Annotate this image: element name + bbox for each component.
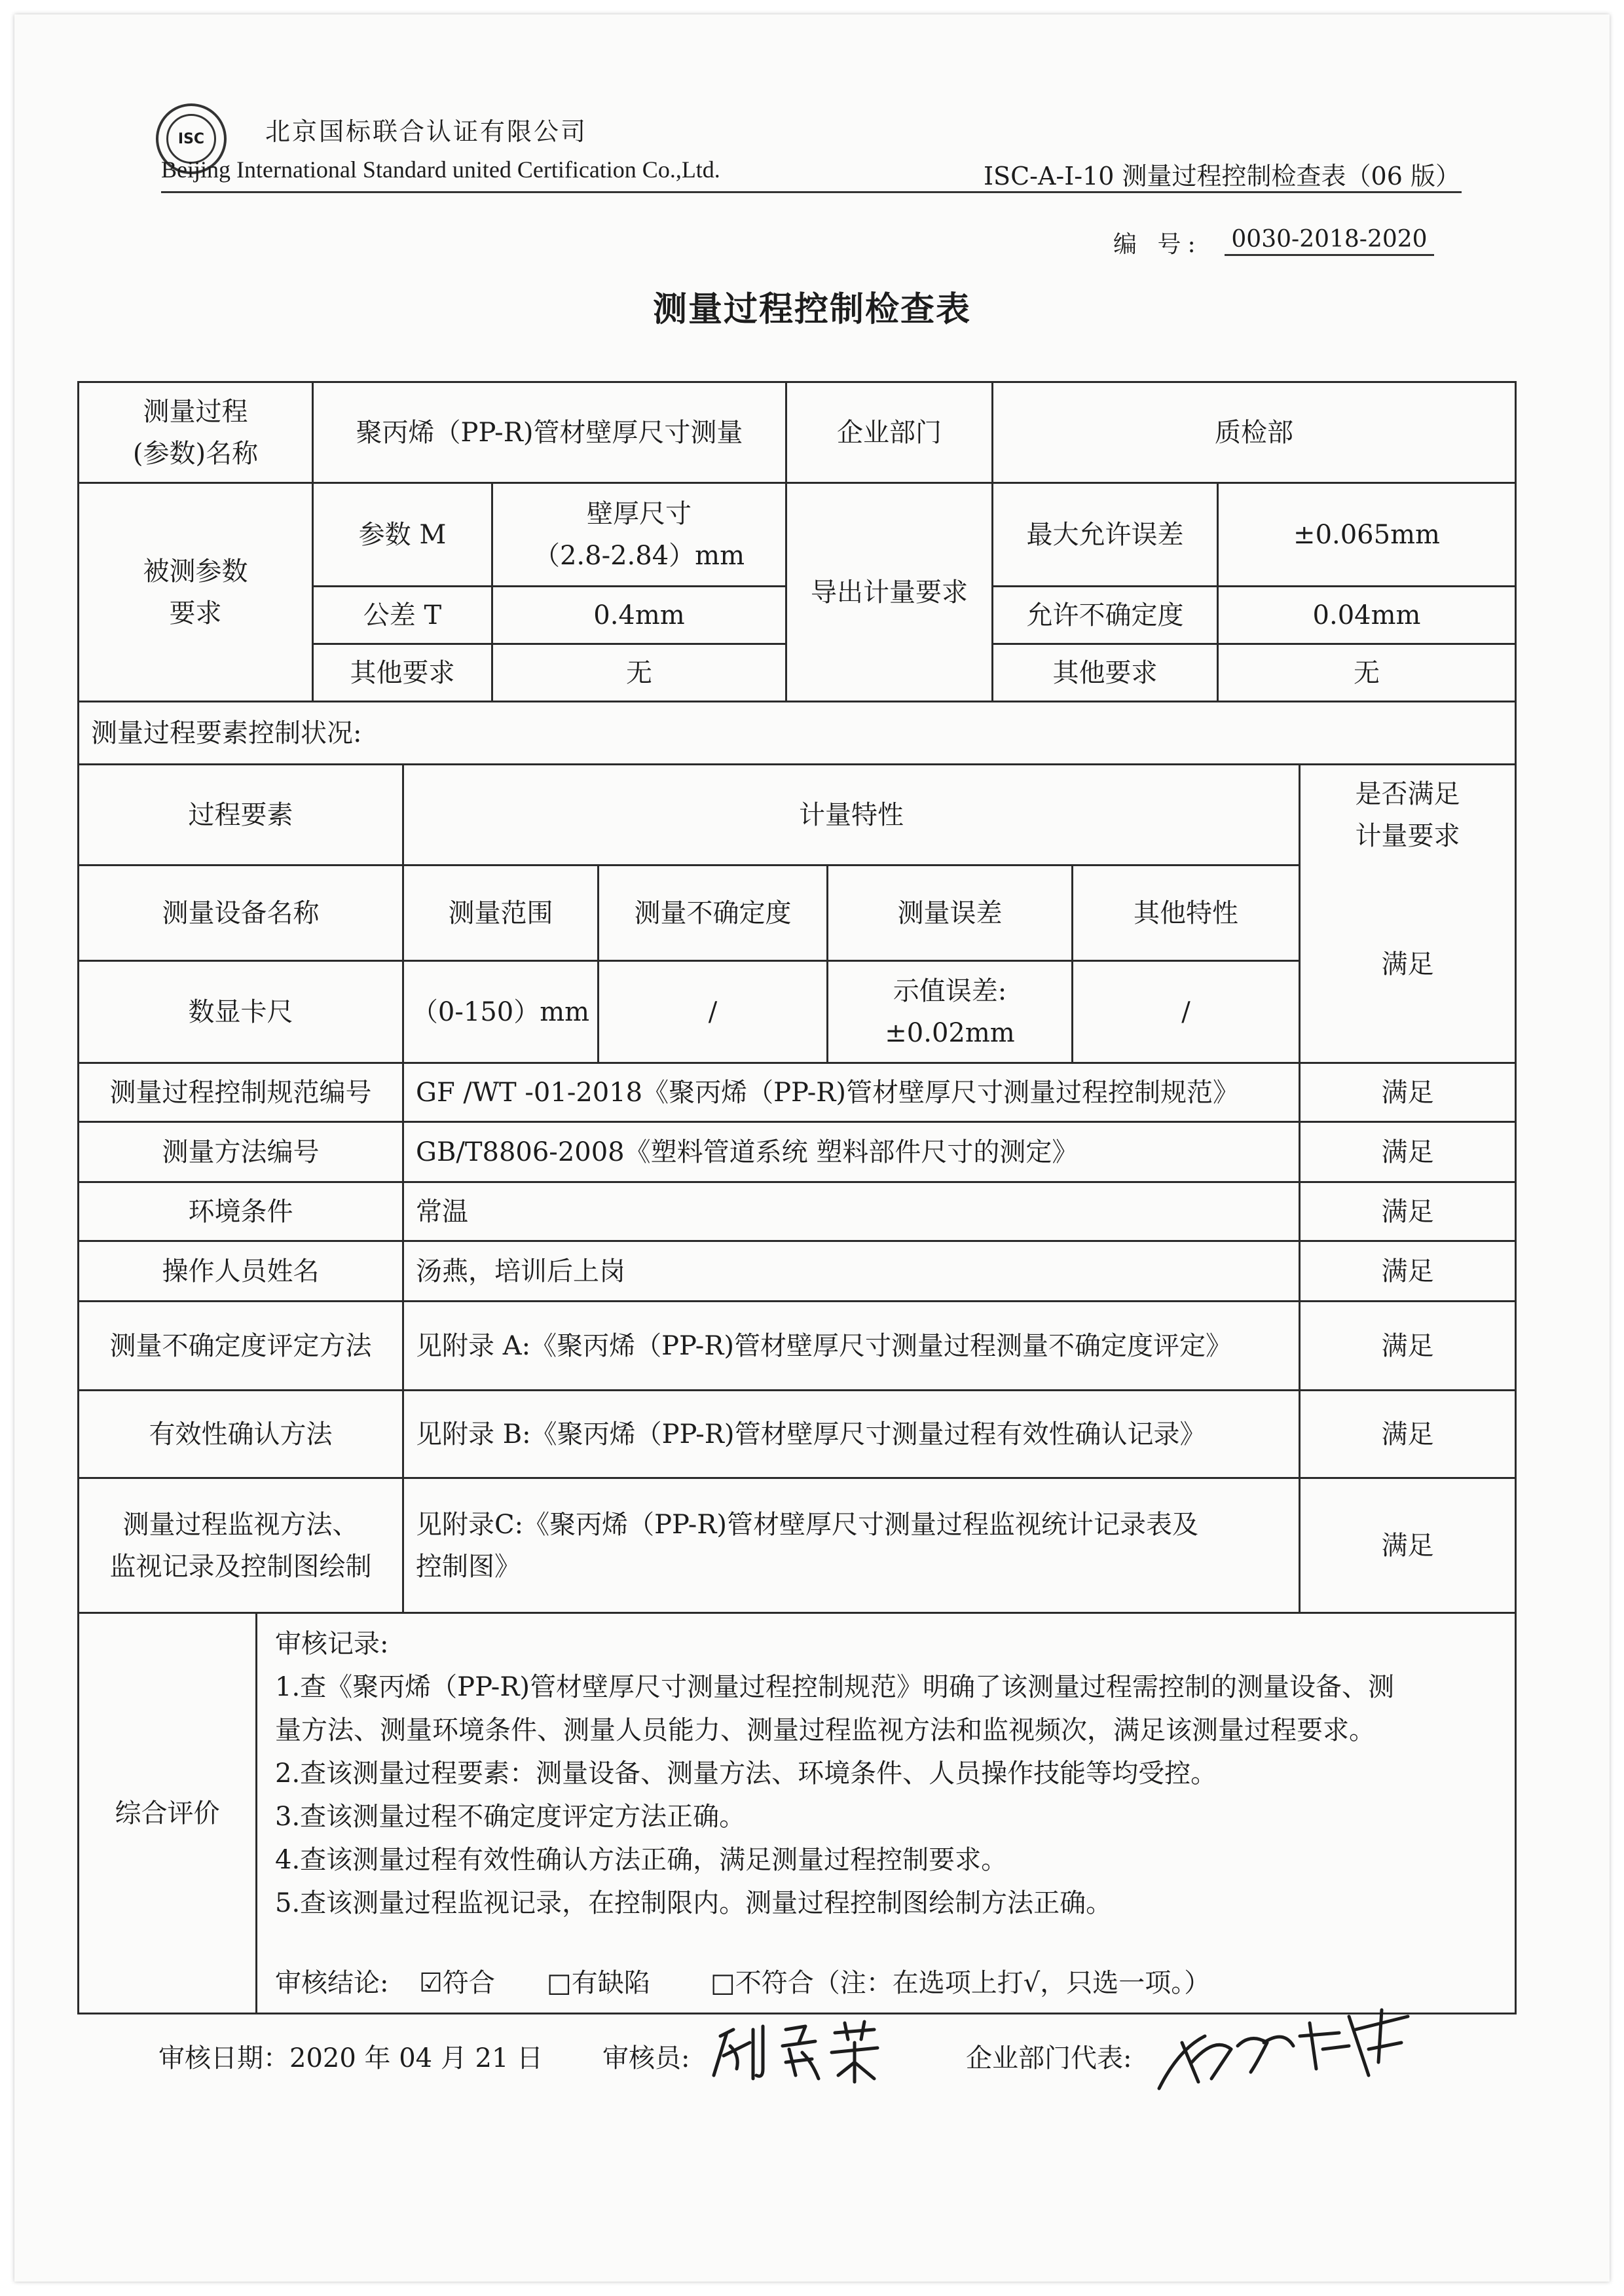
device-range: （0-150）mm <box>411 996 590 1027</box>
device-other: / <box>1181 996 1190 1027</box>
row-result: 满足 <box>1381 1330 1434 1361</box>
row-result: 满足 <box>1381 1419 1434 1449</box>
other-req-value: 无 <box>626 657 652 688</box>
device-error: 示值误差: ±0.02mm <box>885 975 1015 1048</box>
review-line: 5.查该测量过程监视记录，在控制限内。测量过程控制图绘制方法正确。 <box>275 1888 1113 1918</box>
dept-value: 质检部 <box>1215 417 1293 448</box>
col-measurement-error: 测量误差 <box>897 898 1003 928</box>
col-satisfies-requirement: 是否满足 计量要求 <box>1355 778 1460 851</box>
row-result: 满足 <box>1381 1077 1434 1108</box>
row-label: 操作人员姓名 <box>162 1256 320 1286</box>
review-line: 4.查该测量过程有效性确认方法正确，满足测量过程控制要求。 <box>275 1845 1008 1875</box>
row-value: 见附录 A:《聚丙烯（PP-R)管材壁厚尺寸测量过程测量不确定度评定》 <box>416 1330 1232 1361</box>
serial-number: 0030-2018-2020 <box>1225 226 1434 256</box>
col-uncertainty: 测量不确定度 <box>634 898 792 928</box>
row-label: 测量方法编号 <box>162 1137 320 1167</box>
device-satisfies: 满足 <box>1381 949 1434 979</box>
other-req2-label: 其他要求 <box>1052 657 1158 688</box>
header-rule <box>161 191 1462 193</box>
row-result: 满足 <box>1381 1256 1434 1286</box>
option-nonconforming[interactable]: □不符合（注：在选项上打√，只选一项。） <box>710 1968 1211 1998</box>
param-m-value: 壁厚尺寸 （2.8-2.84）mm <box>533 498 745 571</box>
row-label: 测量过程控制规范编号 <box>109 1077 372 1108</box>
review-line: 量方法、测量环境条件、测量人员能力、测量过程监视方法和监视频次，满足该测量过程要求。 <box>275 1715 1375 1745</box>
conclusion-label: 审核结论: <box>275 1968 389 1998</box>
device-uncertainty: / <box>708 996 718 1027</box>
other-req2-value: 无 <box>1354 657 1380 688</box>
tolerance-label: 公差 T <box>363 600 442 630</box>
row-value: 见附录 B:《聚丙烯（PP-R)管材壁厚尺寸测量过程有效性确认记录》 <box>416 1419 1206 1449</box>
auditor-signature <box>707 2016 904 2088</box>
allowed-uncertainty-value: 0.04mm <box>1312 600 1421 630</box>
company-name-cn: 北京国标联合认证有限公司 <box>265 117 588 146</box>
option-deficient[interactable]: □有缺陷 <box>547 1968 650 1998</box>
tolerance-value: 0.4mm <box>593 600 685 630</box>
process-name-label: 测量过程 (参数)名称 <box>132 396 259 469</box>
col-process-element: 过程要素 <box>188 799 293 830</box>
param-m-label: 参数 M <box>358 519 447 550</box>
review-line: 2.查该测量过程要素：测量设备、测量方法、环境条件、人员操作技能等均受控。 <box>275 1758 1217 1789</box>
row-value: 见附录C:《聚丙烯（PP-R)管材壁厚尺寸测量过程监视统计记录表及 控制图》 <box>416 1509 1198 1582</box>
row-label: 测量不确定度评定方法 <box>109 1330 372 1361</box>
row-value: 常温 <box>416 1196 468 1227</box>
col-other-characteristics: 其他特性 <box>1134 898 1238 928</box>
row-label: 环境条件 <box>188 1196 293 1227</box>
col-measurement-range: 测量范围 <box>448 898 553 928</box>
dept-label: 企业部门 <box>837 417 942 448</box>
allowed-uncertainty-label: 允许不确定度 <box>1026 600 1184 630</box>
row-result: 满足 <box>1381 1530 1434 1561</box>
form-code: ISC-A-I-10 测量过程控制检查表（06 版） <box>984 162 1460 191</box>
param-req-label: 被测参数 要求 <box>143 556 248 629</box>
row-result: 满足 <box>1381 1137 1434 1167</box>
serial-label: 编 号: <box>1113 231 1202 258</box>
control-status-label: 测量过程要素控制状况: <box>91 718 362 748</box>
review-line: 3.查该测量过程不确定度评定方法正确。 <box>275 1802 746 1832</box>
review-date: 审核日期：2020 年 04 月 21 日 <box>158 2043 544 2073</box>
other-req-label: 其他要求 <box>350 657 455 688</box>
auditor-label: 审核员: <box>602 2043 690 2073</box>
enterprise-rep-signature <box>1153 1997 1428 2102</box>
row-value: 汤燕，培训后上岗 <box>416 1256 625 1286</box>
row-result: 满足 <box>1381 1196 1434 1227</box>
derived-req-label: 导出计量要求 <box>811 577 968 608</box>
row-value: GB/T8806-2008《塑料管道系统 塑料部件尺寸的测定》 <box>416 1137 1079 1167</box>
row-value: GF /WT -01-2018《聚丙烯（PP-R)管材壁厚尺寸测量过程控制规范》 <box>416 1077 1240 1108</box>
enterprise-rep-label: 企业部门代表: <box>966 2043 1132 2073</box>
process-name-value: 聚丙烯（PP-R)管材壁厚尺寸测量 <box>356 417 743 448</box>
max-error-value: ±0.065mm <box>1293 519 1440 550</box>
review-heading: 审核记录: <box>275 1629 389 1659</box>
company-name-en: Beijing International Standard united Certification Co.,Ltd. <box>161 156 720 183</box>
row-label: 测量过程监视方法、 监视记录及控制图绘制 <box>109 1509 372 1582</box>
max-error-label: 最大允许误差 <box>1026 519 1184 550</box>
page-title: 测量过程控制检查表 <box>652 290 971 329</box>
device-name: 数显卡尺 <box>188 996 293 1027</box>
col-metrological-characteristics: 计量特性 <box>799 799 904 830</box>
row-label: 有效性确认方法 <box>149 1419 333 1449</box>
option-conforming[interactable]: ☑符合 <box>419 1968 495 1998</box>
review-line: 1.查《聚丙烯（PP-R)管材壁厚尺寸测量过程控制规范》明确了该测量过程需控制的测量设备、测 <box>275 1672 1395 1702</box>
logo-text: ISC <box>166 114 216 164</box>
col-device-name: 测量设备名称 <box>162 898 320 928</box>
overall-evaluation-label: 综合评价 <box>115 1798 220 1829</box>
